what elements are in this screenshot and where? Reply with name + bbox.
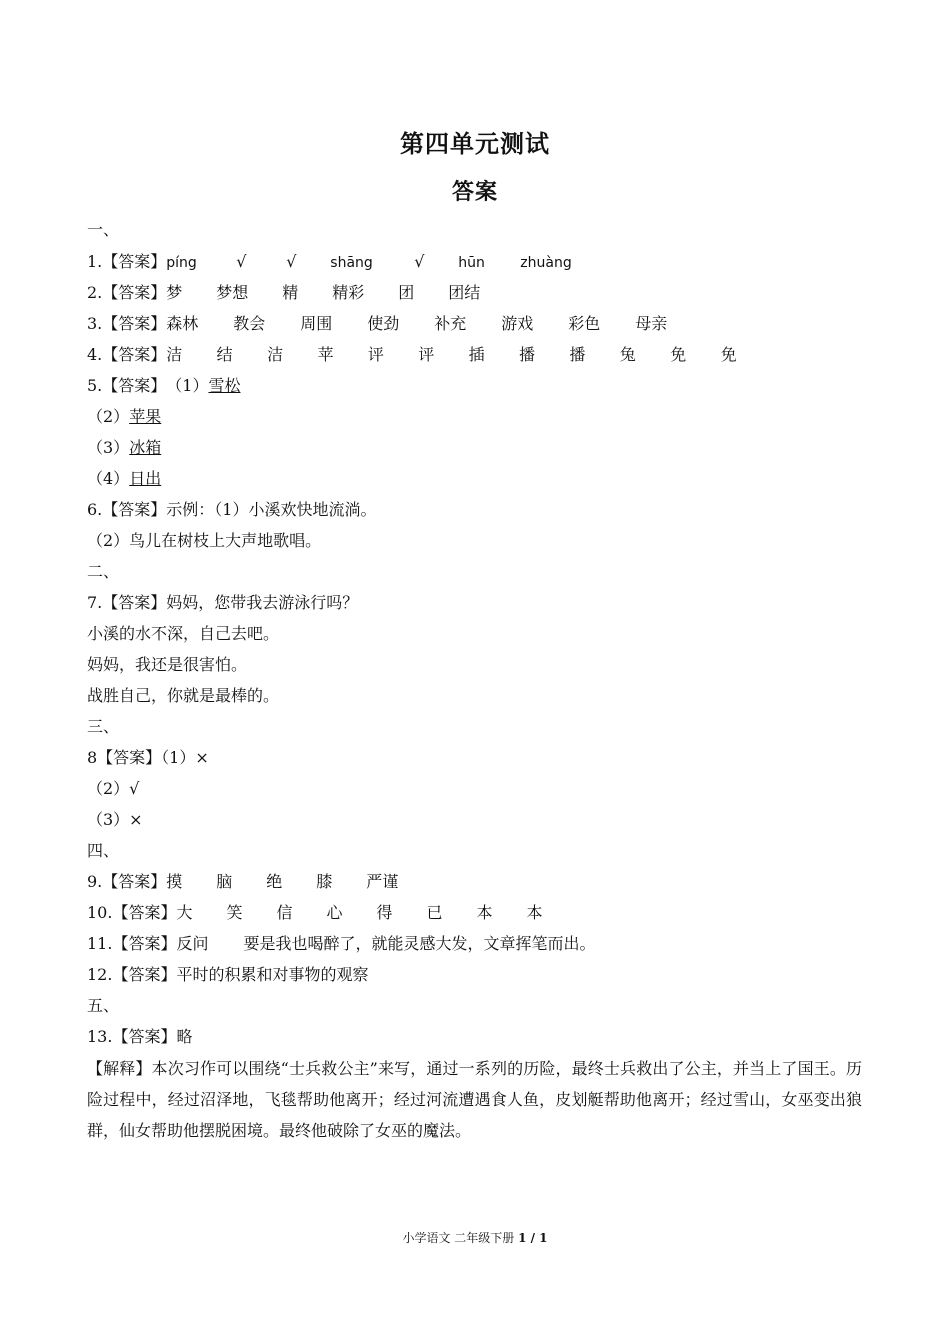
page-title: 第四单元测试 — [400, 130, 550, 158]
answer-4-item: 评 — [418, 345, 435, 364]
answer-4-prefix: 4.【答案】 — [87, 345, 167, 364]
answer-10-prefix: 10.【答案】 — [87, 903, 177, 922]
answer-4-item: 免 — [720, 345, 737, 364]
answer-5-number: （4） — [87, 469, 130, 488]
answer-5-underlined: 苹果 — [129, 407, 162, 426]
answer-10-item: 信 — [276, 903, 293, 922]
answer-3-item: 彩色 — [568, 314, 601, 333]
answer-1-item: √ — [236, 252, 247, 271]
explanation-paragraph: 【解释】本次习作可以围绕“士兵救公主”来写，通过一系列的历险，最终士兵救出了公主，并当上了国王。历险过程中，经过沼泽地，飞毯帮助他离开；经过河流遭遇食人鱼，皮划艇帮助他离开；经过雪山，女巫变出狼群，仙女帮助他摆脱困境。最终他破除了女巫的魔法。 — [87, 1059, 862, 1140]
answer-4-item: 播 — [519, 345, 536, 364]
answer-7-line-4: 战胜自己，你就是最棒的。 — [87, 686, 280, 705]
answer-2 — [87, 283, 480, 303]
answer-3 — [87, 314, 667, 334]
answer-1-prefix: 1.【答案】 — [87, 252, 167, 271]
answer-2-item: 团 — [398, 283, 415, 302]
answer-5-underlined: 日出 — [129, 469, 162, 488]
answer-4-item: 插 — [468, 345, 485, 364]
answer-5-4 — [87, 469, 161, 489]
answer-2-item: 梦 — [166, 283, 183, 302]
answer-1-item: √ — [414, 252, 425, 271]
answer-4-item: 评 — [367, 345, 384, 364]
answer-10-item: 本 — [526, 903, 543, 922]
answer-7-line-1: 7.【答案】妈妈，您带我去游泳行吗？ — [87, 593, 359, 612]
section-4-heading: 四、 — [87, 841, 120, 860]
answer-3-prefix: 3.【答案】 — [87, 314, 167, 333]
answer-5-1 — [87, 376, 240, 396]
answer-5-number: （1） — [166, 376, 209, 395]
answer-5-3 — [87, 438, 161, 458]
answer-3-item: 补充 — [434, 314, 467, 333]
section-1-heading: 一、 — [87, 220, 120, 239]
answer-4-item: 苹 — [317, 345, 334, 364]
answer-2-item: 精 — [282, 283, 299, 302]
page-number: 1 / 1 — [518, 1231, 548, 1245]
answer-11-part-a: 反问 — [176, 934, 209, 953]
answer-5-prefix: 5.【答案】 — [87, 376, 167, 395]
answer-7-line-3: 妈妈，我还是很害怕。 — [87, 655, 248, 674]
answer-1-item: √ — [286, 252, 297, 271]
answer-10-item: 大 — [176, 903, 193, 922]
answer-13: 13.【答案】略 — [87, 1027, 193, 1046]
answer-11 — [87, 934, 595, 954]
answer-3-item: 母亲 — [635, 314, 668, 333]
answer-4-item: 免 — [670, 345, 687, 364]
answer-10-item: 本 — [476, 903, 493, 922]
section-2-heading: 二、 — [87, 562, 120, 581]
answer-10-item: 得 — [376, 903, 393, 922]
answer-3-item: 森林 — [166, 314, 199, 333]
section-3-heading: 三、 — [87, 717, 120, 736]
answer-9-item: 摸 — [166, 872, 183, 891]
answer-7-line-2: 小溪的水不深，自己去吧。 — [87, 624, 280, 643]
page-footer — [0, 1229, 950, 1246]
answer-9-item: 绝 — [266, 872, 283, 891]
answer-9-item: 脑 — [216, 872, 233, 891]
answer-1-item: píng — [166, 255, 197, 271]
answer-1-item: hūn — [458, 255, 485, 271]
answer-10-item: 心 — [326, 903, 343, 922]
answer-1-item: zhuàng — [520, 255, 572, 271]
answer-1-item: shāng — [330, 255, 373, 271]
answer-4-item: 洁 — [166, 345, 183, 364]
answer-8-line-2: （2）√ — [87, 779, 140, 798]
answer-4 — [87, 345, 737, 365]
answer-5-underlined: 冰箱 — [129, 438, 162, 457]
page-subtitle: 答案 — [451, 180, 498, 205]
answer-2-item: 团结 — [448, 283, 481, 302]
answer-8-line-1: 8【答案】（1）× — [87, 748, 209, 767]
answer-10-item: 已 — [426, 903, 443, 922]
answer-10-item: 笑 — [226, 903, 243, 922]
answer-11-prefix: 11.【答案】 — [87, 934, 177, 953]
answer-6-line-2: （2）鸟儿在树枝上大声地歌唱。 — [87, 531, 322, 550]
answer-9-prefix: 9.【答案】 — [87, 872, 167, 891]
answer-5-underlined: 雪松 — [208, 376, 241, 395]
answer-5-number: （3） — [87, 438, 130, 457]
section-5-heading: 五、 — [87, 996, 120, 1015]
answer-3-item: 游戏 — [501, 314, 534, 333]
answer-8-line-3: （3）× — [87, 810, 143, 829]
footer-text: 小学语文 二年级下册 — [402, 1231, 519, 1245]
answer-3-item: 使劲 — [367, 314, 400, 333]
answer-5-2 — [87, 407, 161, 427]
answer-3-item: 教会 — [233, 314, 266, 333]
answer-9-item: 严谨 — [366, 872, 399, 891]
answer-9-item: 膝 — [316, 872, 333, 891]
answer-2-prefix: 2.【答案】 — [87, 283, 167, 302]
answer-1 — [87, 252, 572, 273]
answer-4-item: 洁 — [267, 345, 284, 364]
answer-12: 12.【答案】平时的积累和对事物的观察 — [87, 965, 369, 984]
answer-3-item: 周围 — [300, 314, 333, 333]
answer-6-line-1: 6.【答案】示例：（1）小溪欢快地流淌。 — [87, 500, 377, 519]
answer-4-item: 播 — [569, 345, 586, 364]
answer-5-number: （2） — [87, 407, 130, 426]
answer-2-item: 精彩 — [332, 283, 365, 302]
answer-11-part-b: 要是我也喝醉了，就能灵感大发，文章挥笔而出。 — [243, 934, 596, 953]
answer-9 — [87, 872, 398, 892]
answer-2-item: 梦想 — [216, 283, 249, 302]
answer-4-item: 兔 — [619, 345, 636, 364]
answer-10 — [87, 903, 542, 923]
answer-4-item: 结 — [216, 345, 233, 364]
